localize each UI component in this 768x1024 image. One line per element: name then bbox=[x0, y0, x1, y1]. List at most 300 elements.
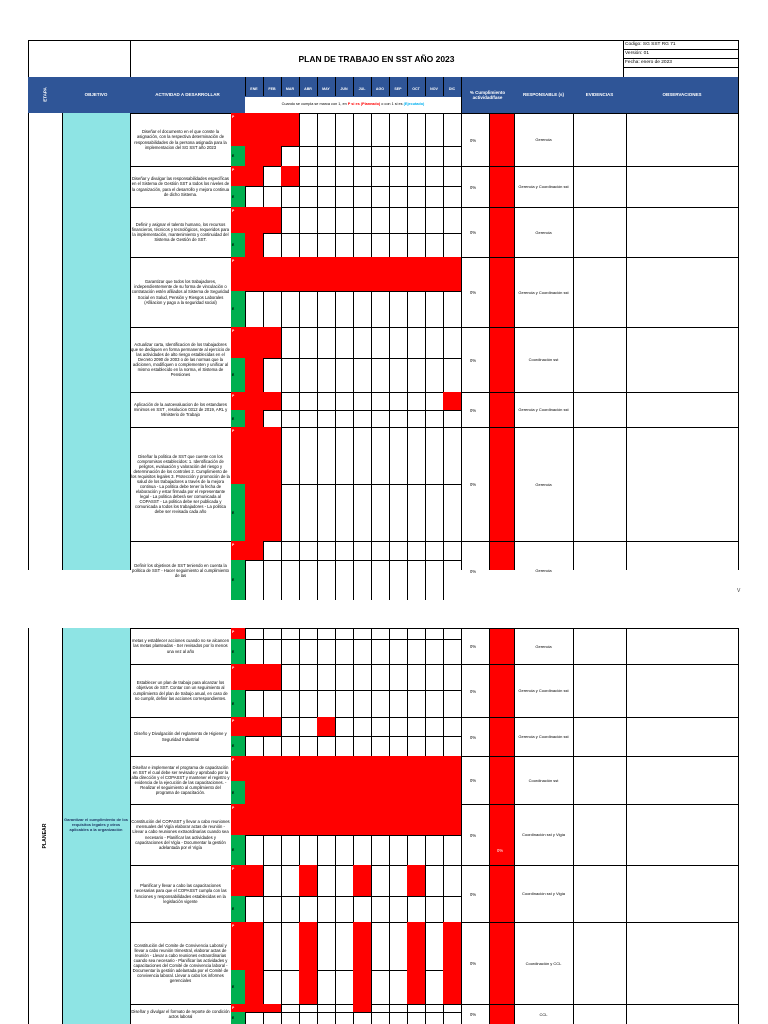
planned-code-label: P bbox=[232, 806, 235, 810]
executed-month-mark bbox=[353, 781, 371, 804]
planned-month-mark bbox=[353, 865, 371, 896]
cumplimiento-bar bbox=[489, 628, 514, 1024]
planned-month-mark bbox=[317, 257, 335, 291]
activity-text: Definir y asignar el talento humano, los recursos financieros, técnicos y tecnológicos, requeridos para la implementación, mantenimiento y continuidad del Sistema de Gestión de SST. bbox=[131, 221, 230, 243]
planned-code-label: P bbox=[232, 867, 235, 871]
month-divider bbox=[371, 427, 372, 541]
executed-month-mark bbox=[281, 781, 299, 804]
month-divider bbox=[263, 541, 264, 600]
month-divider bbox=[299, 427, 300, 541]
month-divider bbox=[281, 922, 282, 1004]
planned-month-mark bbox=[335, 257, 353, 291]
month-divider bbox=[299, 664, 300, 717]
doc-code: Codigo: SG SST RG 71 bbox=[625, 42, 676, 47]
grid-line bbox=[738, 628, 739, 1024]
grid-line bbox=[28, 628, 29, 1024]
month-divider bbox=[443, 166, 444, 207]
responsable-text: Gerencia bbox=[535, 137, 552, 142]
executed-month-mark bbox=[263, 146, 281, 166]
planned-month-mark bbox=[281, 756, 299, 781]
month-divider bbox=[299, 207, 300, 257]
planned-month-mark bbox=[263, 207, 281, 233]
month-divider bbox=[353, 207, 354, 257]
planned-code-label: P bbox=[232, 719, 235, 723]
pe-split-line bbox=[231, 970, 461, 971]
activity-percent: 0% bbox=[470, 482, 477, 487]
planned-month-mark bbox=[263, 1004, 281, 1012]
month-header-jun: JUN bbox=[340, 87, 348, 91]
doc-version: Versión: 01 bbox=[625, 51, 650, 56]
month-divider bbox=[407, 166, 408, 207]
planned-month-mark bbox=[245, 804, 263, 835]
planned-month-mark bbox=[299, 865, 317, 896]
planned-code-label: P bbox=[232, 259, 235, 263]
executed-code-label: E bbox=[232, 744, 235, 748]
activity-text: Diseñar e implementar el programa de capacitación en SST el cual debe ser revisado y aprobado por la alta dirección y el COPASST y mantener el registro y evidencia de la ejecución de las capacitaciones. - Realizar el seguimiento al cumplimiento del programa de capacitación. bbox=[131, 764, 230, 796]
responsable-text: Coordinación sst y Vigía bbox=[521, 832, 566, 837]
month-divider bbox=[407, 717, 408, 756]
month-divider bbox=[281, 717, 282, 756]
month-divider bbox=[317, 427, 318, 541]
grid-line bbox=[489, 113, 490, 570]
planned-month-mark bbox=[389, 756, 407, 781]
month-divider bbox=[335, 427, 336, 541]
pe-split-line bbox=[231, 291, 461, 292]
planned-month-mark bbox=[263, 427, 281, 484]
planned-month-mark bbox=[263, 392, 281, 410]
month-divider bbox=[371, 922, 372, 1004]
executed-month-mark bbox=[407, 781, 425, 804]
planned-month-mark bbox=[245, 922, 263, 970]
month-header-divider bbox=[263, 77, 264, 96]
grid-line bbox=[489, 628, 490, 1024]
planned-month-mark bbox=[281, 113, 299, 146]
planned-month-mark bbox=[299, 804, 317, 835]
planned-code-label: P bbox=[232, 666, 235, 670]
month-divider bbox=[281, 327, 282, 392]
executed-month-mark bbox=[245, 233, 263, 257]
month-divider bbox=[443, 664, 444, 717]
sheet-page-2 bbox=[0, 628, 768, 1024]
planned-month-mark bbox=[245, 756, 263, 781]
month-divider bbox=[443, 427, 444, 541]
planned-month-mark bbox=[245, 392, 263, 410]
planned-code-label: P bbox=[232, 115, 235, 119]
month-divider bbox=[299, 628, 300, 664]
month-divider bbox=[425, 392, 426, 427]
grid-line bbox=[461, 113, 462, 570]
month-divider bbox=[299, 327, 300, 392]
month-divider bbox=[281, 427, 282, 541]
grid-line bbox=[623, 58, 738, 59]
month-header-divider bbox=[443, 77, 444, 96]
month-divider bbox=[443, 628, 444, 664]
planned-code-label: P bbox=[232, 168, 235, 172]
month-divider bbox=[407, 113, 408, 166]
month-divider bbox=[281, 207, 282, 257]
activity-percent: 0% bbox=[470, 778, 477, 783]
activity-text: Planificar y llevar a cabo las capacitaciones necesarias para que el COPASST cumpla con las funciones y responsabilidades establecidas en la legislación vigente bbox=[134, 883, 227, 904]
month-header-divider bbox=[389, 77, 390, 96]
column-header-cumplimiento: % Cumplimiento actividad/fase bbox=[469, 89, 506, 100]
month-divider bbox=[353, 166, 354, 207]
month-divider bbox=[263, 922, 264, 1004]
month-divider bbox=[389, 166, 390, 207]
month-divider bbox=[317, 865, 318, 922]
executed-code-label: E bbox=[232, 907, 235, 911]
activity-percent: 0% bbox=[470, 734, 477, 740]
planned-month-mark bbox=[371, 257, 389, 291]
month-divider bbox=[443, 113, 444, 166]
month-divider bbox=[407, 664, 408, 717]
grid-line bbox=[461, 628, 462, 1024]
month-divider bbox=[443, 207, 444, 257]
planned-month-mark bbox=[371, 756, 389, 781]
planned-month-mark bbox=[407, 922, 425, 970]
planned-month-mark bbox=[245, 1004, 263, 1012]
month-divider bbox=[281, 865, 282, 922]
responsable-text: Coordinación sst bbox=[528, 357, 559, 362]
planned-code-label: P bbox=[232, 758, 235, 762]
legend-part: (Ejecutado) bbox=[403, 102, 425, 106]
planned-month-mark bbox=[443, 392, 461, 410]
month-header-ene: ENE bbox=[250, 87, 258, 91]
grid-line bbox=[626, 628, 627, 1024]
planned-month-mark bbox=[389, 257, 407, 291]
pe-split-line bbox=[231, 690, 461, 691]
month-divider bbox=[371, 327, 372, 392]
month-divider bbox=[299, 717, 300, 756]
executed-code-label: E bbox=[232, 243, 235, 247]
activity-text: Diseñar la politica de SST que cuente con los compromisos establecidos: 1. Identificación de peligros, evaluación y valoración del riesgo y determinación de los controles 2. Cumplimiento de los requisitos legales 3. Protección y promoción de la salud de los trabajadores a través de la mejora continua - La politica debe tener la fecha de elaboración y estar firmada por el representante legal - La politica deberá ser comunicada al COPASST - La politica debe ser publicada y comunicada a todos los trabajadores - La politica debe ser revisada cada año bbox=[131, 453, 230, 515]
month-divider bbox=[353, 113, 354, 166]
planned-month-mark bbox=[245, 664, 263, 690]
grid-line bbox=[623, 49, 738, 50]
month-divider bbox=[353, 392, 354, 427]
month-header-divider bbox=[317, 77, 318, 96]
month-divider bbox=[281, 1004, 282, 1024]
responsable-text: Gerencia y Coordinación sst bbox=[518, 688, 569, 693]
activity-percent: 0% bbox=[470, 290, 477, 295]
month-divider bbox=[425, 427, 426, 541]
month-divider bbox=[317, 1004, 318, 1024]
responsable-text: Gerencia bbox=[535, 481, 552, 487]
month-divider bbox=[353, 628, 354, 664]
month-header-ago: AGO bbox=[375, 87, 385, 91]
pe-split-line bbox=[231, 186, 461, 187]
month-divider bbox=[407, 541, 408, 600]
month-divider bbox=[407, 628, 408, 664]
month-divider bbox=[425, 628, 426, 664]
month-divider bbox=[317, 628, 318, 664]
month-header-divider bbox=[353, 77, 354, 96]
month-header-divider bbox=[245, 77, 246, 96]
executed-code-label: E bbox=[232, 578, 235, 582]
month-divider bbox=[335, 922, 336, 1004]
month-divider bbox=[425, 207, 426, 257]
responsable-text: CCL bbox=[539, 1011, 548, 1017]
month-divider bbox=[317, 392, 318, 427]
month-divider bbox=[389, 427, 390, 541]
planned-month-mark bbox=[443, 804, 461, 835]
month-divider bbox=[281, 541, 282, 600]
planned-month-mark bbox=[281, 166, 299, 186]
header-top-line bbox=[28, 40, 738, 41]
month-divider bbox=[335, 166, 336, 207]
month-divider bbox=[353, 664, 354, 717]
month-divider bbox=[335, 113, 336, 166]
month-divider bbox=[371, 113, 372, 166]
month-divider bbox=[299, 1004, 300, 1024]
planned-code-label: P bbox=[232, 429, 235, 433]
month-divider bbox=[263, 865, 264, 922]
executed-code-label: E bbox=[232, 510, 235, 515]
executed-month-mark bbox=[245, 484, 263, 541]
activity-percent: 0% bbox=[470, 832, 477, 838]
planned-month-mark bbox=[353, 804, 371, 835]
month-divider bbox=[389, 1004, 390, 1024]
pe-split-line bbox=[231, 1012, 461, 1013]
month-divider bbox=[425, 166, 426, 207]
month-divider bbox=[371, 166, 372, 207]
responsable-text: Coordinación y CCL bbox=[525, 960, 562, 966]
executed-month-mark bbox=[245, 410, 263, 427]
planned-month-mark bbox=[407, 756, 425, 781]
column-header-evidencias: EVIDENCIAS bbox=[585, 92, 614, 98]
month-divider bbox=[389, 664, 390, 717]
legend-part: o con 1 si es bbox=[381, 102, 403, 106]
month-divider bbox=[317, 922, 318, 1004]
executed-code-label: E bbox=[232, 154, 235, 158]
month-divider bbox=[317, 664, 318, 717]
responsable-text: Gerencia y Coordinación sst bbox=[518, 734, 569, 739]
responsable-text: Coordinación sst y Vigía bbox=[521, 891, 566, 896]
month-divider bbox=[425, 922, 426, 1004]
responsable-text: Gerencia bbox=[535, 229, 552, 235]
month-header-feb: FEB bbox=[268, 87, 276, 91]
month-divider bbox=[335, 664, 336, 717]
planned-month-mark bbox=[353, 1004, 371, 1012]
planned-month-mark bbox=[371, 804, 389, 835]
activity-text: Diseñar y divulgar el formato de reporte de condición actos laboral bbox=[131, 1008, 230, 1019]
planned-month-mark bbox=[263, 327, 281, 358]
month-divider bbox=[443, 1004, 444, 1024]
planned-month-mark bbox=[353, 922, 371, 970]
month-divider bbox=[317, 166, 318, 207]
pe-split-line bbox=[231, 410, 461, 411]
grid-line bbox=[62, 113, 63, 570]
month-divider bbox=[371, 1004, 372, 1024]
column-header-etapa: ETAPA bbox=[42, 87, 48, 102]
grid-line bbox=[573, 628, 574, 1024]
month-divider bbox=[389, 922, 390, 1004]
month-divider bbox=[371, 628, 372, 664]
executed-code-label: E bbox=[232, 985, 235, 989]
month-divider bbox=[371, 664, 372, 717]
planned-month-mark bbox=[263, 717, 281, 736]
grid-line bbox=[626, 113, 627, 570]
planned-month-mark bbox=[281, 804, 299, 835]
responsable-text: Gerencia y Coordinación sst bbox=[518, 407, 569, 412]
planned-month-mark bbox=[245, 166, 263, 186]
month-divider bbox=[407, 207, 408, 257]
planned-month-mark bbox=[389, 804, 407, 835]
executed-month-mark bbox=[299, 781, 317, 804]
month-divider bbox=[263, 628, 264, 664]
month-divider bbox=[425, 541, 426, 600]
executed-month-mark bbox=[389, 781, 407, 804]
executed-month-mark bbox=[425, 781, 443, 804]
planned-month-mark bbox=[407, 257, 425, 291]
page-marker: V bbox=[737, 588, 741, 594]
month-divider bbox=[443, 327, 444, 392]
executed-code-label: E bbox=[232, 848, 235, 852]
grid-line bbox=[738, 40, 739, 570]
month-divider bbox=[335, 541, 336, 600]
planned-month-mark bbox=[335, 756, 353, 781]
month-divider bbox=[299, 541, 300, 600]
month-header-sep: SEP bbox=[394, 87, 402, 91]
planned-month-mark bbox=[245, 257, 263, 291]
planned-month-mark bbox=[245, 717, 263, 736]
planned-month-mark bbox=[299, 756, 317, 781]
month-divider bbox=[299, 392, 300, 427]
month-divider bbox=[317, 207, 318, 257]
activity-percent: 0% bbox=[470, 407, 477, 413]
planned-code-label: P bbox=[232, 329, 235, 333]
executed-month-mark bbox=[299, 970, 317, 1004]
month-divider bbox=[389, 717, 390, 756]
planned-code-label: P bbox=[232, 394, 235, 398]
month-divider bbox=[389, 207, 390, 257]
month-divider bbox=[335, 392, 336, 427]
activity-text: Definir los objetivos de SST teniendo en cuenta la politica de SST - Hacer seguimiento al cumplimiento de las bbox=[132, 562, 229, 579]
activity-text: Actualizar carta, Identificacion de los trabajadores que se dediquen en forma permanente al ejercicio de las actividades de alto riesgo establecidas en el Decreto 2090 de 2003 o de las normas que la adicionen, modifiquen o complementen y unificar al mismo establecido en la norma, el Sistema de Pensiones bbox=[131, 341, 230, 378]
activity-percent: 0% bbox=[470, 184, 477, 190]
month-divider bbox=[425, 865, 426, 922]
executed-month-mark bbox=[245, 970, 263, 1004]
responsable-text: Gerencia bbox=[535, 643, 552, 649]
month-divider bbox=[353, 327, 354, 392]
planned-month-mark bbox=[425, 804, 443, 835]
executed-code-label: E bbox=[232, 649, 235, 654]
responsable-text: Gerencia y Coordinación sst bbox=[518, 289, 569, 295]
month-divider bbox=[353, 427, 354, 541]
planned-month-mark bbox=[245, 541, 263, 560]
month-divider bbox=[335, 717, 336, 756]
month-divider bbox=[443, 717, 444, 756]
month-divider bbox=[317, 541, 318, 600]
month-divider bbox=[371, 392, 372, 427]
planned-month-mark bbox=[443, 257, 461, 291]
month-divider bbox=[407, 327, 408, 392]
activity-percent: 0% bbox=[470, 357, 477, 363]
activity-text: Constitución del COPASST y llevar a cabo reuniones mensuales del Vigía elaborar actas de reunión - Llevar a cabo reuniones extraordinarias cuando sea necesario - Planificar las actividades y capacitaciones del Vigía - Documentar la gestión adelantada por el Vigía bbox=[131, 819, 230, 850]
executed-month-mark bbox=[245, 358, 263, 392]
month-divider bbox=[335, 207, 336, 257]
responsable-text: Gerencia y Coordinación sst bbox=[518, 184, 569, 189]
planned-month-mark bbox=[353, 756, 371, 781]
month-divider bbox=[407, 427, 408, 541]
planned-month-mark bbox=[443, 922, 461, 970]
month-divider bbox=[317, 113, 318, 166]
activity-percent: 0% bbox=[470, 644, 477, 649]
executed-code-label: E bbox=[232, 701, 235, 706]
month-divider bbox=[299, 113, 300, 166]
activity-text: Constitución del Comite de Convivencia Laboral y llevar a cabo reunión trimestral, elaborar actas de reunión - Llevar a cabo reuniones extraordinarias cuando sea necesario - Planificar las actividades y capacitaciones del Comité de convivencia laboral - Documentar la gestión adelantada por el Comité de convivencia laboral. Llevar a cabo los informes gerenciales bbox=[132, 942, 229, 984]
month-divider bbox=[335, 1004, 336, 1024]
month-header-dic: DIC bbox=[448, 87, 456, 91]
pe-split-line bbox=[231, 560, 461, 561]
legend-part: Cuando se cumpla se marca con 1, en bbox=[281, 102, 347, 106]
month-divider bbox=[335, 327, 336, 392]
month-divider bbox=[425, 664, 426, 717]
month-header-divider bbox=[407, 77, 408, 96]
month-header-may: MAY bbox=[322, 87, 330, 91]
month-header-divider bbox=[281, 77, 282, 96]
month-divider bbox=[389, 541, 390, 600]
responsable-text: Gerencia bbox=[535, 568, 552, 573]
month-divider bbox=[245, 628, 246, 664]
planned-month-mark bbox=[335, 804, 353, 835]
month-divider bbox=[443, 865, 444, 922]
pe-split-line bbox=[231, 639, 461, 640]
executed-month-mark bbox=[335, 781, 353, 804]
activity-text: Diseño y Divulgación del reglamento de Higiene y Seguridad Industrial bbox=[134, 731, 227, 742]
month-divider bbox=[389, 865, 390, 922]
column-header-actividad: ACTIVIDAD A DESARROLLAR bbox=[155, 92, 220, 98]
executed-code-label: E bbox=[232, 1016, 235, 1020]
planned-month-mark bbox=[245, 865, 263, 896]
planned-month-mark bbox=[443, 756, 461, 781]
month-header-abr: ABR bbox=[304, 87, 312, 91]
month-divider bbox=[371, 541, 372, 600]
month-divider bbox=[263, 166, 264, 207]
month-divider bbox=[335, 865, 336, 922]
planned-month-mark bbox=[425, 756, 443, 781]
executed-month-mark bbox=[443, 970, 461, 1004]
planned-month-mark bbox=[263, 257, 281, 291]
activity-text: Diseñar y divulgar las responsabilidades específicas en el Sistema de Gestión SST a todos los niveles de la organización, para el desarrollo y mejora continua de dicho Sistema. bbox=[131, 176, 230, 197]
phase-percent: 0% bbox=[497, 848, 504, 853]
planned-month-mark bbox=[317, 756, 335, 781]
executed-month-mark bbox=[245, 146, 263, 166]
month-divider bbox=[389, 628, 390, 664]
month-divider bbox=[407, 1004, 408, 1024]
planned-code-label: P bbox=[232, 630, 235, 634]
planned-code-label: P bbox=[232, 543, 235, 547]
planned-month-mark bbox=[263, 113, 281, 146]
pe-split-line bbox=[231, 736, 461, 737]
responsable-text: Coordinación sst bbox=[528, 777, 559, 783]
legend-note bbox=[245, 97, 461, 113]
month-divider bbox=[281, 392, 282, 427]
month-divider bbox=[371, 717, 372, 756]
planned-month-mark bbox=[281, 257, 299, 291]
activity-text: Establecer un plan de trabajo para alcanzar los objetivos de SST. Contar con un seguimiento al cumplimiento del plan de trabajo anual, en caso de no cumplir, definir las acciones correspondientes. bbox=[133, 680, 228, 701]
executed-code-label: E bbox=[232, 307, 235, 311]
month-divider bbox=[389, 113, 390, 166]
month-divider bbox=[425, 113, 426, 166]
planned-month-mark bbox=[245, 207, 263, 233]
activity-percent: 0% bbox=[470, 1012, 477, 1017]
executed-month-mark bbox=[371, 781, 389, 804]
month-divider bbox=[317, 327, 318, 392]
month-header-oct: OCT bbox=[412, 87, 420, 91]
activity-text: Diseñar el documento en el que conste la asignación, con la respectiva determinación de responsabilidades de la persona asignada para la implementacion del SG SST año 2023 bbox=[134, 129, 227, 150]
planned-month-mark bbox=[263, 756, 281, 781]
month-divider bbox=[353, 541, 354, 600]
